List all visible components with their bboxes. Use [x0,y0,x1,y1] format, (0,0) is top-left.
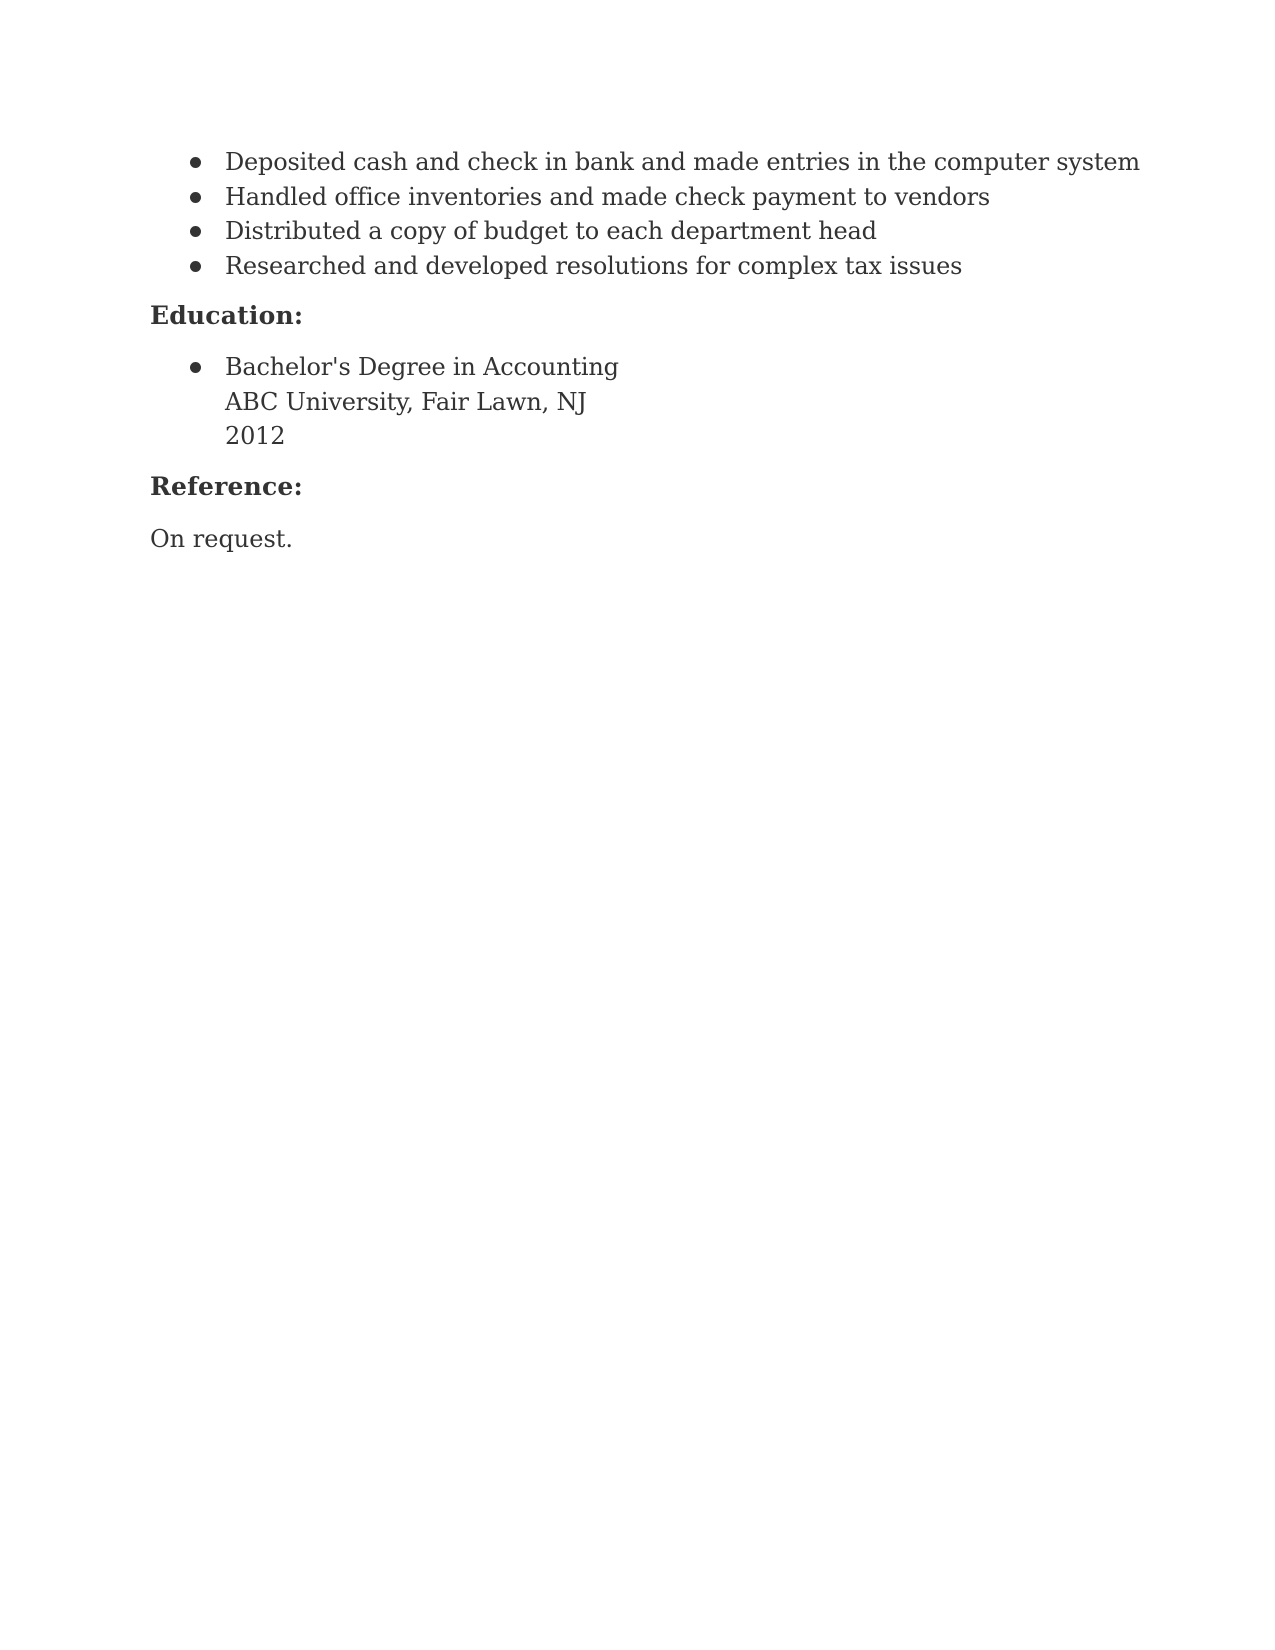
duty-text: Handled office inventories and made check payment to vendors [225,182,991,211]
bullet-icon [190,226,201,237]
duty-text: Deposited cash and check in bank and made entries in the computer system [225,148,1140,176]
bullet-icon [190,157,201,168]
list-item [150,249,1130,284]
education-list [150,350,1130,454]
duties-list [150,145,1140,283]
list-item [150,350,1130,454]
year-text: 2012 [225,422,286,450]
list-item [150,214,1130,249]
bullet-icon [190,261,201,272]
reference-text: On request. [150,524,294,553]
school-text: ABC University, Fair Lawn, NJ [225,387,587,416]
list-item [150,145,1140,180]
education-heading: Education: [150,301,304,330]
bullet-icon [190,362,201,373]
duty-text: Researched and developed resolutions for complex tax issues [225,251,963,280]
list-item [150,180,1130,215]
reference-heading: Reference: [150,471,303,501]
duty-text: Distributed a copy of budget to each department head [225,217,877,245]
bullet-icon [190,192,201,203]
degree-text: Bachelor's Degree in Accounting [225,353,619,381]
resume-page [150,145,1140,556]
